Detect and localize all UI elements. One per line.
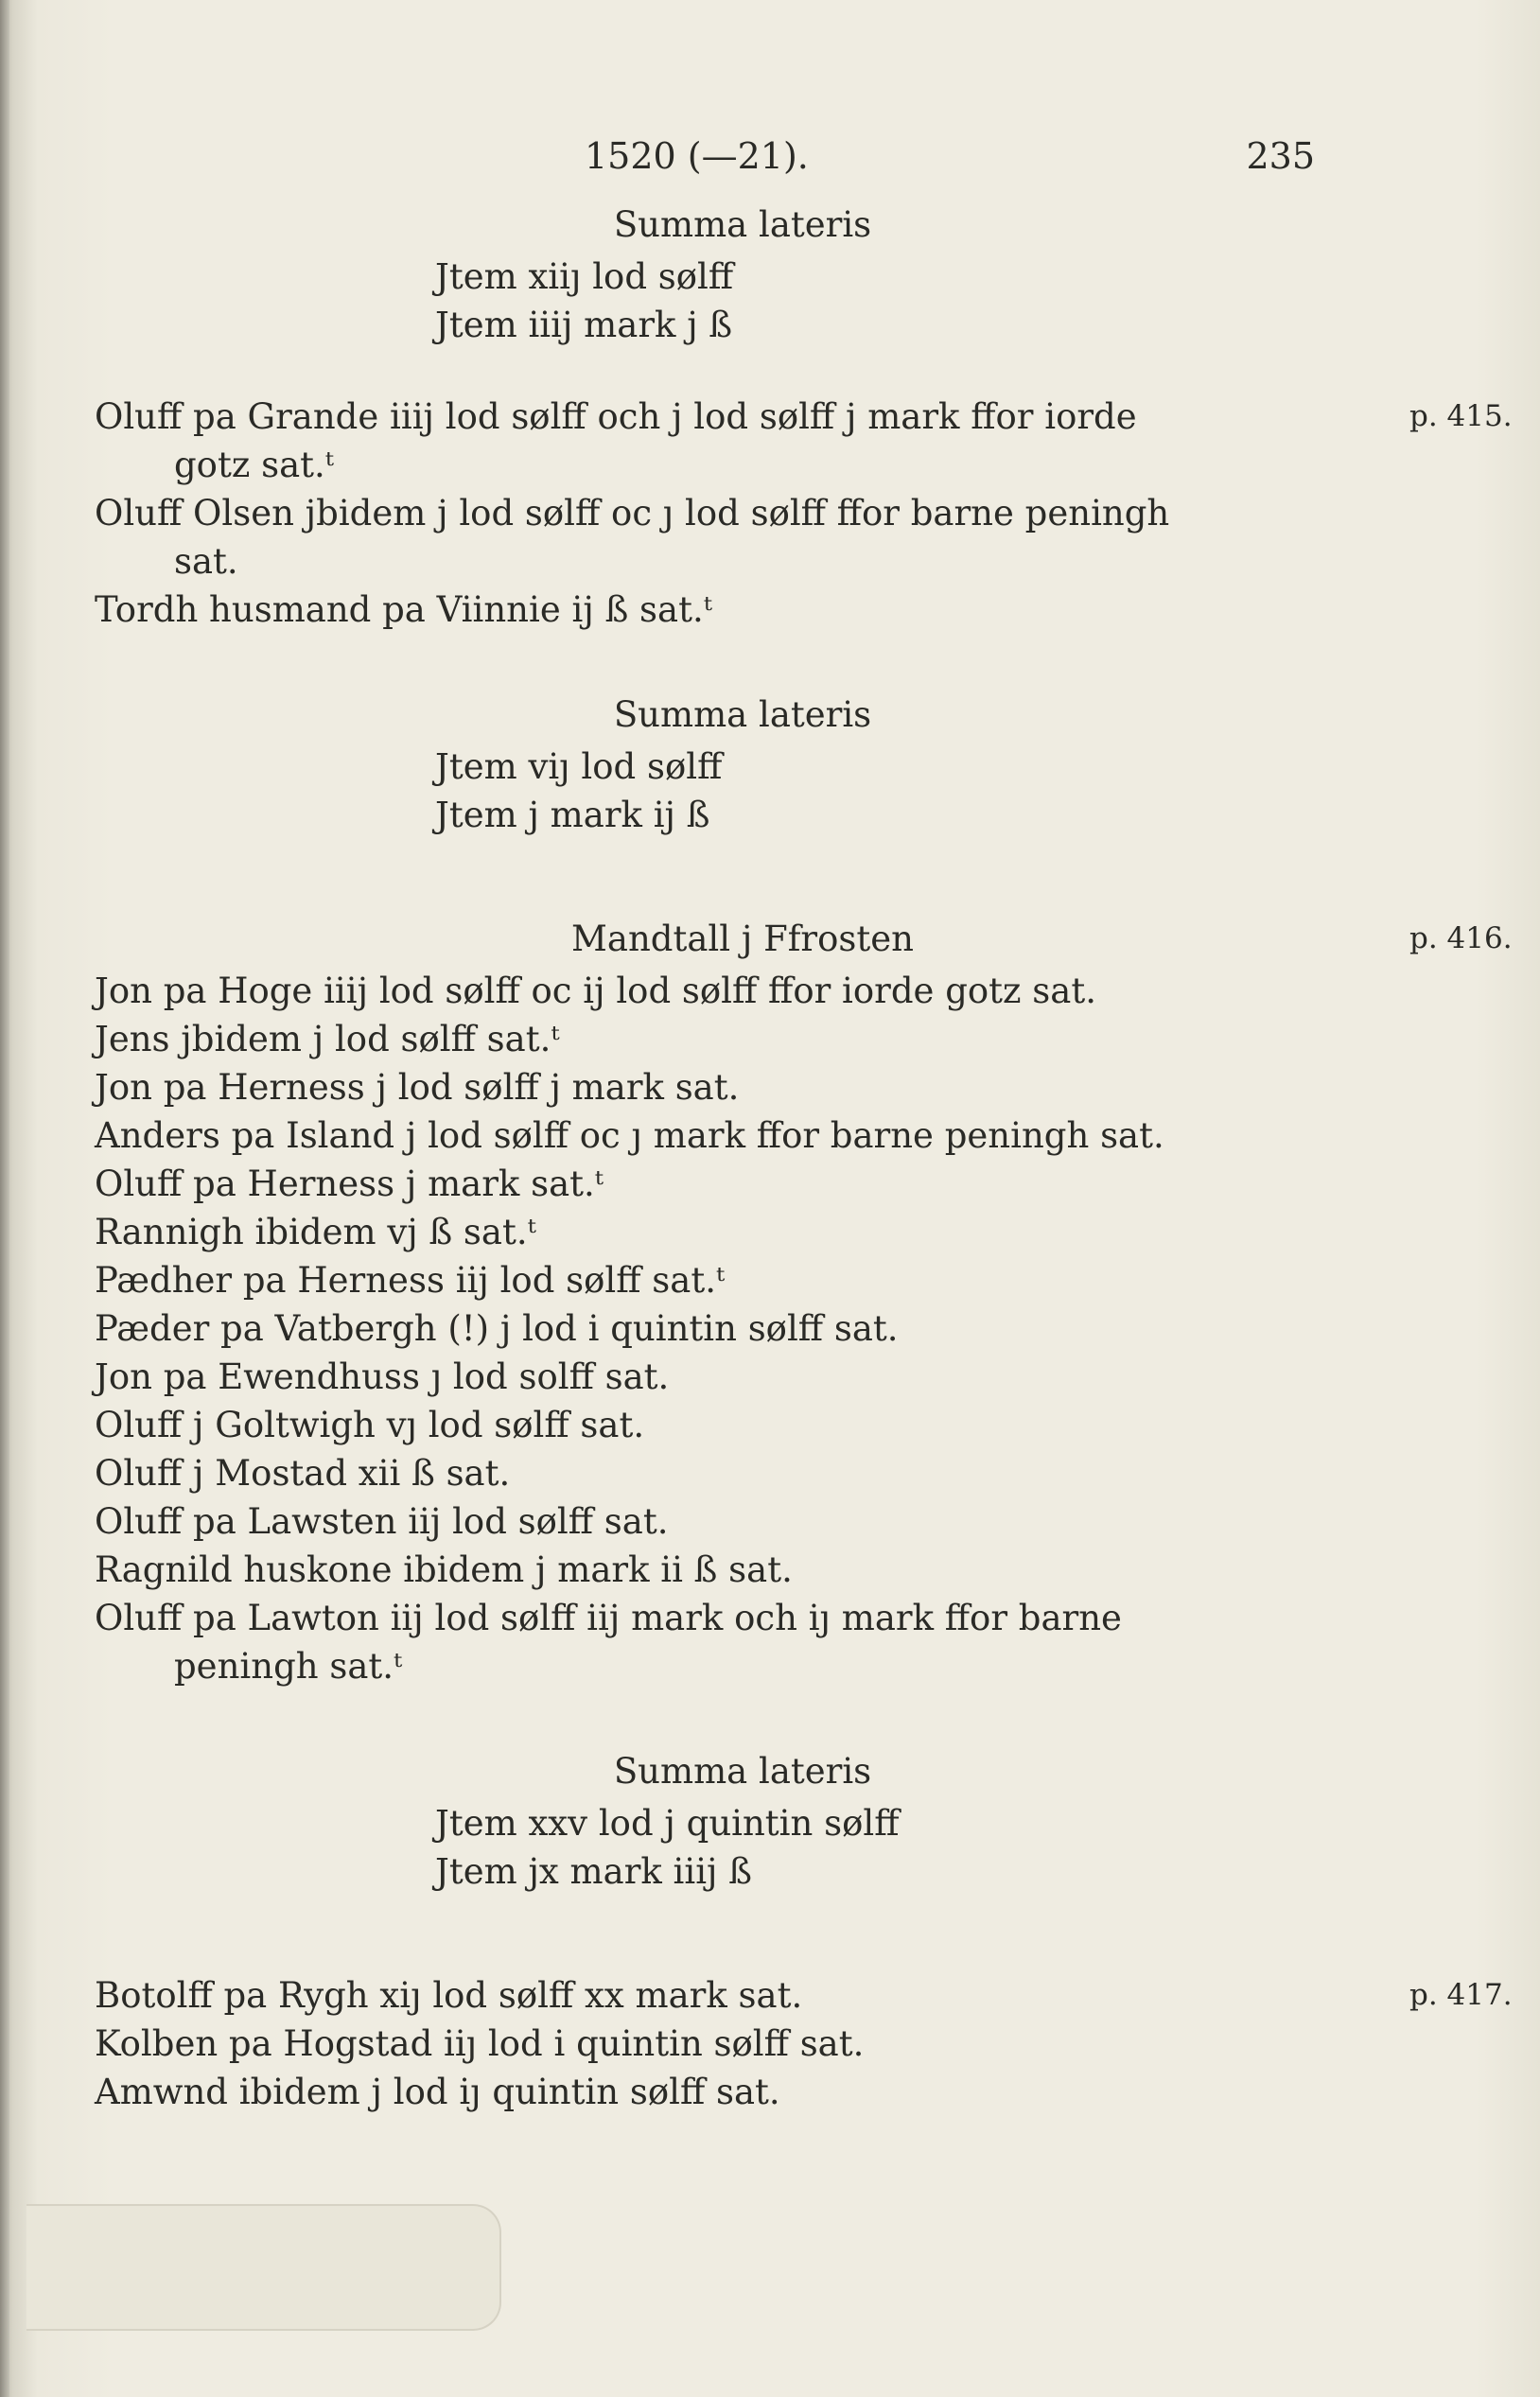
entry: Oluff pa Lawsten iij lod sølff sat.	[95, 1501, 669, 1542]
entry	[95, 393, 1315, 489]
entry: Pæder pa Vatbergh (!) j lod i quintin sølff sat.	[95, 1308, 899, 1349]
entry: Jon pa Hoge iiij lod sølff oc ij lod sølff ffor iorde gotz sat.	[95, 971, 1096, 1011]
entry: Amwnd ibidem j lod iȷ quintin sølff sat.	[95, 2072, 780, 2112]
page-reference: p. 416.	[1409, 921, 1513, 955]
page-number: 235	[1246, 135, 1315, 177]
entry: Anders pa Island j lod sølff oc ȷ mark ffor barne peningh sat.	[95, 1115, 1164, 1156]
entry	[95, 1594, 1315, 1690]
entry-text: Oluff pa Grande iiij lod sølff och j lod sølff j mark ffor iorde	[95, 396, 1137, 437]
entry: Oluff j Goltwigh vȷ lod sølff sat.	[95, 1405, 645, 1445]
entry-continuation: gotz sat.ᵗ	[174, 445, 334, 485]
entry: Rannigh ibidem vj ß sat.ᵗ	[95, 1212, 536, 1252]
entry: Oluff pa Herness j mark sat.ᵗ	[95, 1164, 604, 1204]
summa-line: Jtem j mark ij ß	[435, 795, 710, 835]
summa-title: Summa lateris	[613, 204, 872, 245]
page-text	[95, 132, 1513, 2116]
entry: Jon pa Ewendhuss ȷ lod solff sat.	[95, 1356, 670, 1397]
entries-block	[95, 393, 1513, 634]
entry: Pædher pa Herness iij lod sølff sat.ᵗ	[95, 1260, 726, 1301]
entry: Kolben pa Hogstad iiȷ lod i quintin sølff sat.	[95, 2023, 865, 2064]
entry	[95, 489, 1315, 586]
book-spine-shadow	[0, 0, 9, 2397]
running-header	[95, 132, 1315, 191]
summa-line: Jtem xiiȷ lod sølff	[435, 256, 734, 297]
page-reference: p. 415.	[1409, 399, 1513, 433]
header-title: 1520 (—21).	[585, 135, 809, 177]
page-clip-mark	[26, 2204, 501, 2331]
entry: Jens jbidem j lod sølff sat.ᵗ	[95, 1019, 560, 1059]
entry-text: Oluff pa Lawton iij lod sølff iij mark och iȷ mark ffor barne	[95, 1598, 1122, 1638]
entry: Ragnild huskone ibidem j mark ii ß sat.	[95, 1549, 793, 1590]
entry-continuation: peningh sat.ᵗ	[174, 1646, 403, 1687]
entry: Botolff pa Rygh xiȷ lod sølff xx mark sat.	[95, 1975, 803, 2016]
summa-line: Jtem xxv lod j quintin sølff	[435, 1803, 900, 1844]
entry	[95, 586, 1315, 634]
page-reference: p. 417.	[1409, 1978, 1513, 2012]
summa-line: Jtem viȷ lod sølff	[435, 746, 723, 787]
summa-line: Jtem iiij mark j ß	[435, 305, 733, 345]
entries-block	[95, 1971, 1513, 2116]
summa-title: Summa lateris	[613, 694, 872, 735]
summa-title: Summa lateris	[613, 1751, 872, 1792]
entry-continuation: sat.	[174, 541, 238, 582]
entry-text: Oluff Olsen jbidem j lod sølff oc ȷ lod sølff ffor barne peningh	[95, 493, 1170, 534]
section-title: Mandtall j Ffrosten	[571, 919, 914, 959]
summa-line: Jtem jx mark iiij ß	[435, 1851, 753, 1892]
entry: Oluff j Mostad xii ß sat.	[95, 1453, 511, 1494]
mandtall-section	[95, 915, 1513, 1690]
entry-text: Tordh husmand pa Viinnie ij ß sat.ᵗ	[95, 589, 712, 630]
entry: Jon pa Herness j lod sølff j mark sat.	[95, 1067, 740, 1108]
